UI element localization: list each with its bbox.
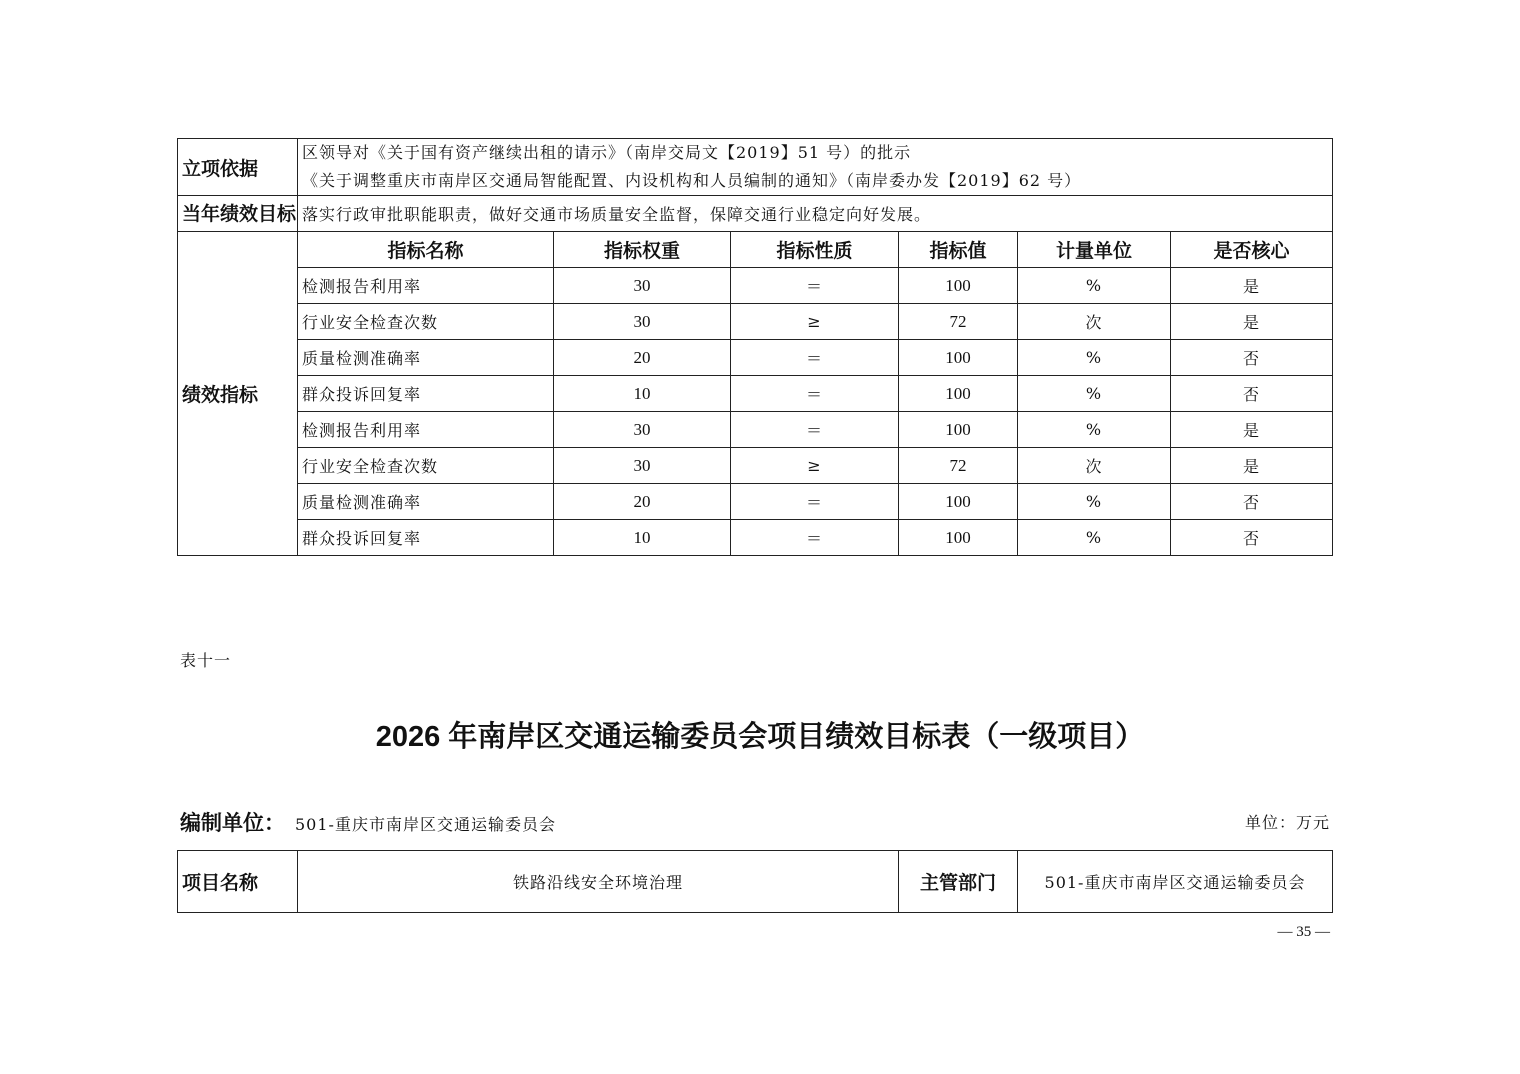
page-number: — 35 — xyxy=(1277,924,1330,940)
project-info-table xyxy=(177,850,1333,913)
indicator-value: 100 xyxy=(899,484,1018,520)
indicator-unit: % xyxy=(1018,340,1171,376)
indicator-name: 群众投诉回复率 xyxy=(298,520,554,556)
indicator-name: 检测报告利用率 xyxy=(298,268,554,304)
indicator-weight: 10 xyxy=(554,520,731,556)
indicator-row xyxy=(178,340,1333,376)
indicator-name: 质量检测准确率 xyxy=(298,484,554,520)
indicator-value: 100 xyxy=(899,268,1018,304)
indicator-value: 100 xyxy=(899,376,1018,412)
indicator-weight: 10 xyxy=(554,376,731,412)
indicator-name: 行业安全检查次数 xyxy=(298,304,554,340)
unit-text: 单位：万元 xyxy=(1244,813,1330,832)
indicator-name: 行业安全检查次数 xyxy=(298,448,554,484)
indicator-core: 否 xyxy=(1171,520,1333,556)
indicator-core: 否 xyxy=(1171,340,1333,376)
indicator-weight: 30 xyxy=(554,448,731,484)
upper-performance-table xyxy=(177,138,1333,556)
project-row xyxy=(178,851,1333,913)
indicator-nature: ＝ xyxy=(731,376,899,412)
document-title: 2026 年南岸区交通运输委员会项目绩效目标表（一级项目） xyxy=(375,721,1145,753)
project-name-label: 项目名称 xyxy=(178,851,298,913)
indicator-row xyxy=(178,448,1333,484)
basis-cell xyxy=(298,139,1333,196)
basis-line: 《关于调整重庆市南岸区交通局智能配置、内设机构和人员编制的通知》（南岸委办发【2019】62 号） xyxy=(302,171,1082,190)
indicator-weight: 20 xyxy=(554,484,731,520)
indicator-row xyxy=(178,376,1333,412)
indicator-core: 是 xyxy=(1171,448,1333,484)
indicator-nature: ≥ xyxy=(731,448,899,484)
indicator-unit: % xyxy=(1018,412,1171,448)
indicator-row xyxy=(178,268,1333,304)
indicator-row xyxy=(178,412,1333,448)
compiler-value: 501-重庆市南岸区交通运输委员会 xyxy=(295,815,556,834)
indicator-unit: 次 xyxy=(1018,304,1171,340)
indicator-nature: ＝ xyxy=(731,412,899,448)
indicator-row xyxy=(178,304,1333,340)
indicator-unit: % xyxy=(1018,376,1171,412)
indicator-name: 质量检测准确率 xyxy=(298,340,554,376)
basis-label: 立项依据 xyxy=(178,139,298,196)
indicator-core: 是 xyxy=(1171,304,1333,340)
indicator-value: 100 xyxy=(899,412,1018,448)
dept-value: 501-重庆市南岸区交通运输委员会 xyxy=(1018,851,1333,913)
column-header: 指标性质 xyxy=(731,232,899,268)
indicator-weight: 30 xyxy=(554,412,731,448)
indicator-weight: 30 xyxy=(554,268,731,304)
goal-row xyxy=(178,196,1333,232)
indicator-unit: % xyxy=(1018,484,1171,520)
table-number: 表十一 xyxy=(180,651,232,670)
indicator-nature: ≥ xyxy=(731,304,899,340)
indicator-header-row xyxy=(178,232,1333,268)
indicator-core: 是 xyxy=(1171,268,1333,304)
compiler-line xyxy=(180,807,556,837)
column-header: 是否核心 xyxy=(1171,232,1333,268)
indicator-value: 100 xyxy=(899,520,1018,556)
basis-line: 区领导对《关于国有资产继续出租的请示》（南岸交局文【2019】51 号）的批示 xyxy=(302,143,912,162)
indicator-value: 100 xyxy=(899,340,1018,376)
indicator-label: 绩效指标 xyxy=(178,232,298,556)
indicator-unit: 次 xyxy=(1018,448,1171,484)
goal-text: 落实行政审批职能职责，做好交通市场质量安全监督，保障交通行业稳定向好发展。 xyxy=(298,196,1333,232)
compiler-label: 编制单位： xyxy=(180,811,285,835)
indicator-core: 否 xyxy=(1171,484,1333,520)
column-header: 指标名称 xyxy=(298,232,554,268)
indicator-weight: 30 xyxy=(554,304,731,340)
indicator-row xyxy=(178,484,1333,520)
indicator-nature: ＝ xyxy=(731,268,899,304)
indicator-unit: % xyxy=(1018,268,1171,304)
indicator-row xyxy=(178,520,1333,556)
indicator-value: 72 xyxy=(899,448,1018,484)
indicator-nature: ＝ xyxy=(731,520,899,556)
indicator-value: 72 xyxy=(899,304,1018,340)
column-header: 指标权重 xyxy=(554,232,731,268)
project-name-value: 铁路沿线安全环境治理 xyxy=(298,851,899,913)
basis-row xyxy=(178,139,1333,196)
dept-label: 主管部门 xyxy=(899,851,1018,913)
column-header: 指标值 xyxy=(899,232,1018,268)
indicator-nature: ＝ xyxy=(731,484,899,520)
indicator-name: 群众投诉回复率 xyxy=(298,376,554,412)
indicator-nature: ＝ xyxy=(731,340,899,376)
indicator-weight: 20 xyxy=(554,340,731,376)
column-header: 计量单位 xyxy=(1018,232,1171,268)
goal-label: 当年绩效目标 xyxy=(178,196,298,232)
indicator-unit: % xyxy=(1018,520,1171,556)
indicator-name: 检测报告利用率 xyxy=(298,412,554,448)
indicator-core: 是 xyxy=(1171,412,1333,448)
indicator-core: 否 xyxy=(1171,376,1333,412)
